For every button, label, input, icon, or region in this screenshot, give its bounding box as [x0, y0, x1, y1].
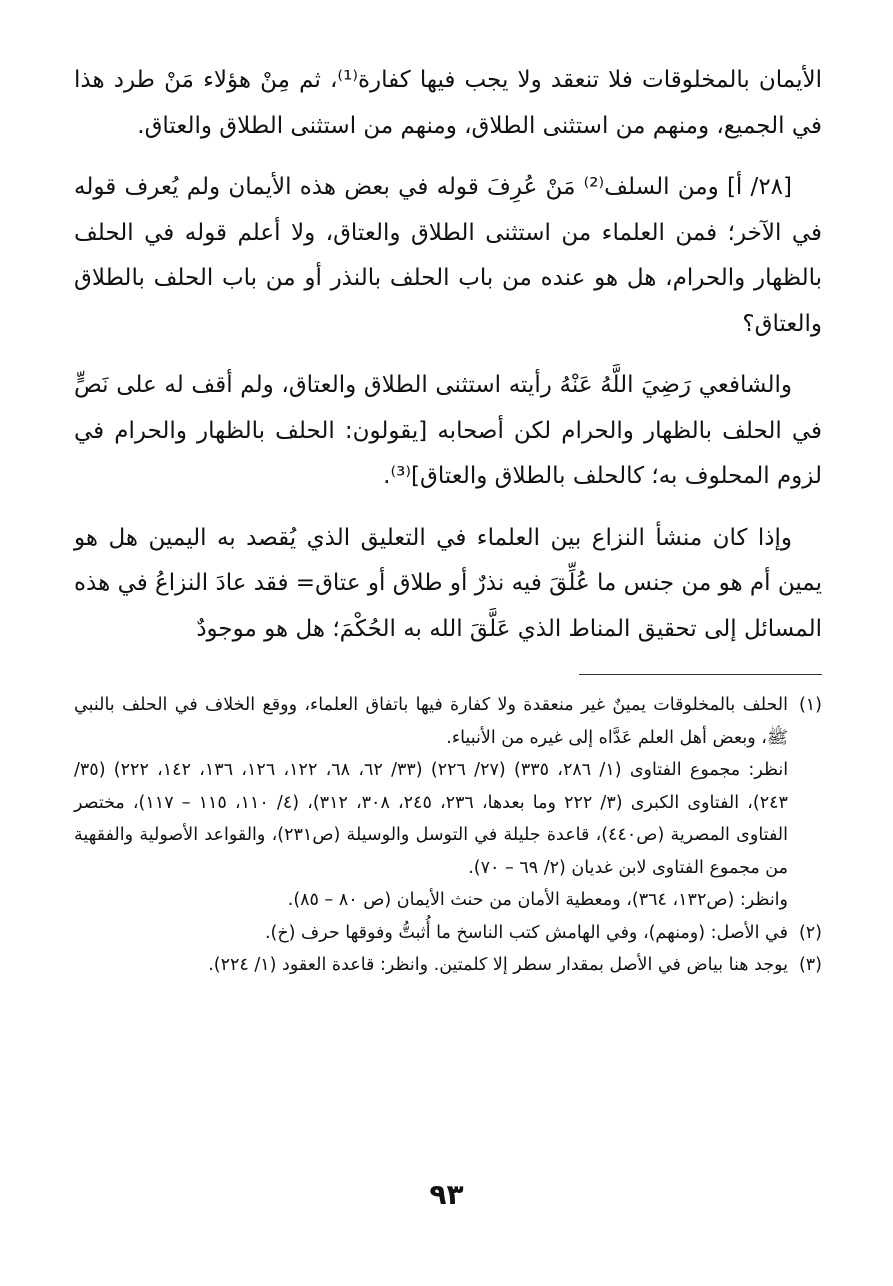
main-text: [74, 58, 822, 652]
footnote-paragraph: وانظر: (ص١٣٢، ٣٦٤)، ومعطية الأمان من حنث الأيمان (ص ٨٠ – ٨٥).: [287, 890, 788, 910]
page-content: [74, 58, 822, 982]
footnotes: [74, 689, 822, 982]
footnote-paragraph: يوجد هنا بياض في الأصل بمقدار سطر إلا كلمتين. وانظر: قاعدة العقود (١/ ٢٢٤).: [208, 955, 788, 975]
footnote-3: [74, 949, 822, 982]
footnote-marker: (١): [798, 695, 822, 715]
page-number: ٩٣: [429, 1178, 464, 1211]
body-paragraph: وإذا كان منشأ النزاع بين العلماء في التعليق الذي يُقصد به اليمين هل هو يمين أم هو من جنس ما عُلِّقَ فيه نذرٌ أو طلاق أو عتاق= فقد عادَ النزاعُ في هذه المسائل إلى تحقيق المناط الذي عَلَّقَ الله به الحُكْمَ؛ هل هو موجودٌ: [74, 524, 822, 642]
body-paragraph: الأيمان بالمخلوقات فلا تنعقد ولا يجب فيها كفارة⁽¹⁾، ثم مِنْ هؤلاء مَنْ طرد هذا في الجميع، ومنهم من استثنى الطلاق، ومنهم من استثنى الطلاق والعتاق.: [74, 67, 822, 139]
footnote-1: [74, 689, 822, 917]
footnote-2: [74, 917, 822, 950]
footnote-paragraph: في الأصل: (ومنهم)، وفي الهامش كتب الناسخ ما أُثبتُّ وفوقها حرف (خ).: [264, 922, 788, 943]
footnote-marker: (٢): [798, 922, 822, 943]
footnote-marker: (٣): [798, 955, 822, 975]
footnote-body: [74, 949, 788, 982]
body-paragraph: والشافعي رَضِيَ اللَّهُ عَنْهُ رأيته استثنى الطلاق والعتاق، ولم أقف له على نَصٍّ في الحلف بالظهار والحرام لكن أصحابه [يقولون: الحلف بالظهار والحرام في لزوم المحلوف به؛ كالحلف بالطلاق والعتاق]⁽³⁾.: [74, 372, 822, 489]
footnote-paragraph: انظر: مجموع الفتاوى (١/ ٢٨٦، ٣٣٥) (٢٧/ ٢٢٦) (٣٣/ ٦٢، ٦٨، ١٢٢، ١٢٦، ١٣٦، ١٤٢، ٢٢٢) (٣٥/ ٢٤٣)، الفتاوى الكبرى (٣/ ٢٢٢ وما بعدها، ٢٣٦، ٢٤٥، ٣٠٨، ٣١٢)، (٤/ ١١٠، ١١٥ – ١١٧)، مختصر الفتاوى المصرية (ص٤٤٠)، قاعدة جليلة في التوسل والوسيلة (ص٢٣١)، والقواعد الأصولية والفقهية من مجموع الفتاوى لابن غديان (٢/ ٦٩ – ٧٠).: [74, 760, 789, 878]
footnote-paragraph: الحلف بالمخلوقات يمينٌ غير منعقدة ولا كفارة فيها باتفاق العلماء، ووقع الخلاف في الحلف بالنبي ﷺ، وبعض أهل العلم عَدَّاه إلى غيره من الأنبياء.: [74, 695, 788, 748]
footnote-body: [74, 917, 788, 950]
footnote-separator: [579, 674, 822, 675]
body-paragraph: [٢٨/ أ] ومن السلف⁽²⁾ مَنْ عُرِفَ قوله في بعض هذه الأيمان ولم يُعرف قوله في الآخر؛ فمن العلماء من استثنى الطلاق والعتاق، ولا أعلم قوله في الحلف بالظهار والحرام، هل هو عنده من باب الحلف بالنذر أو من باب الحلف بالطلاق والعتاق؟: [74, 174, 822, 337]
footnote-body: [74, 689, 788, 917]
